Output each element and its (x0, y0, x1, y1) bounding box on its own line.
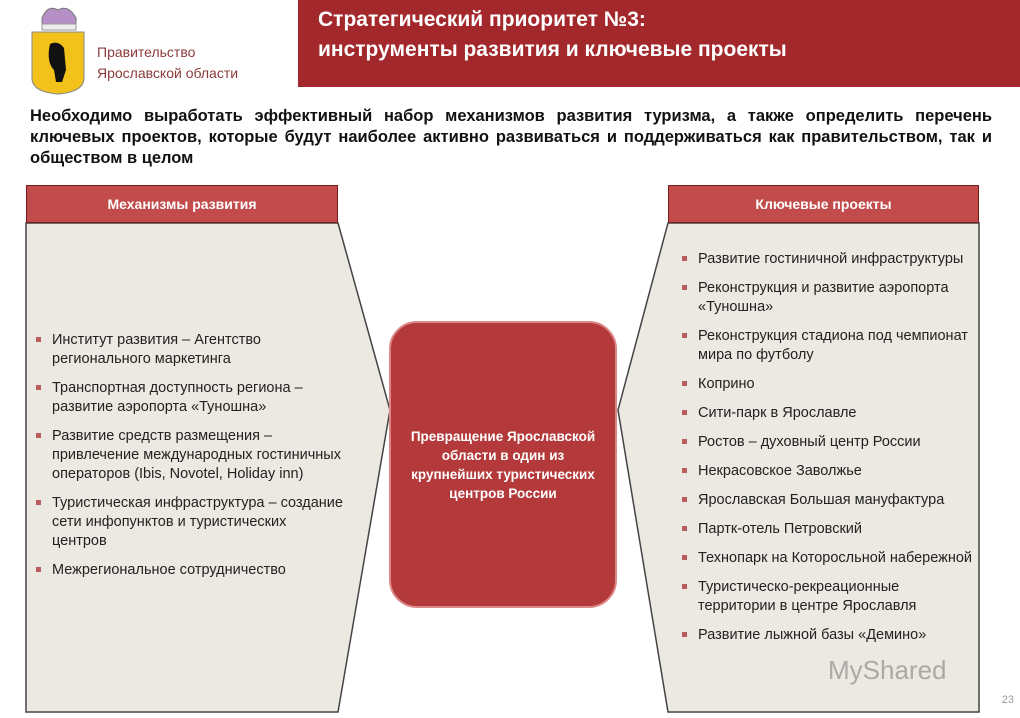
list-item: Ярославская Большая мануфактура (680, 491, 980, 510)
page-number: 23 (1001, 694, 1014, 706)
list-item: Транспортная доступность региона – развитие аэропорта «Туношна» (34, 379, 344, 417)
right-panel-title: Ключевые проекты (668, 185, 979, 223)
list-item: Туристическая инфраструктура – создание сети инфопунктов и туристических центров (34, 494, 344, 551)
intro-text: Необходимо выработать эффективный набор механизмов развития туризма, а также определить перечень ключевых проектов, которые будут наиболее активно развиваться и поддерживаться как правительством, так и обществом в целом (30, 107, 992, 167)
list-item: Институт развития – Агентство регионального маркетинга (34, 331, 344, 369)
list-item: Некрасовское Заволжье (680, 462, 980, 481)
mechanisms-list (34, 331, 344, 590)
list-item: Ростов – духовный центр России (680, 433, 980, 452)
list-item: Развитие средств размещения – привлечение международных гостиничных операторов (Ibis, Novotel, Holiday inn) (34, 427, 344, 484)
organization-name (97, 42, 238, 84)
list-item: Коприно (680, 375, 980, 394)
list-item: Туристическо-рекреационные территории в центре Ярославля (680, 578, 980, 616)
watermark: MyShared (828, 655, 947, 685)
list-item: Развитие гостиничной инфраструктуры (680, 250, 980, 269)
list-item: Технопарк на Которосльной набережной (680, 549, 980, 568)
org-line-2: Ярославской области (97, 65, 239, 81)
list-item: Развитие лыжной базы «Демино» (680, 626, 980, 645)
title-line-1: Стратегический приоритет №3: (318, 8, 646, 31)
list-item: Сити-парк в Ярославле (680, 404, 980, 423)
list-item: Партк-отель Петровский (680, 520, 980, 539)
org-line-1: Правительство (97, 44, 196, 60)
title-line-2: инструменты развития и ключевые проекты (318, 38, 787, 61)
title-banner (298, 0, 1020, 87)
list-item: Реконструкция стадиона под чемпионат мира по футболу (680, 327, 980, 365)
list-item: Реконструкция и развитие аэропорта «Туношна» (680, 279, 980, 317)
goal-box: Превращение Ярославской области в один из крупнейших туристических центров России (389, 321, 617, 608)
left-panel-title: Механизмы развития (26, 185, 338, 223)
list-item: Межрегиональное сотрудничество (34, 561, 344, 580)
projects-list (680, 250, 980, 655)
coat-of-arms-logo (32, 8, 84, 94)
